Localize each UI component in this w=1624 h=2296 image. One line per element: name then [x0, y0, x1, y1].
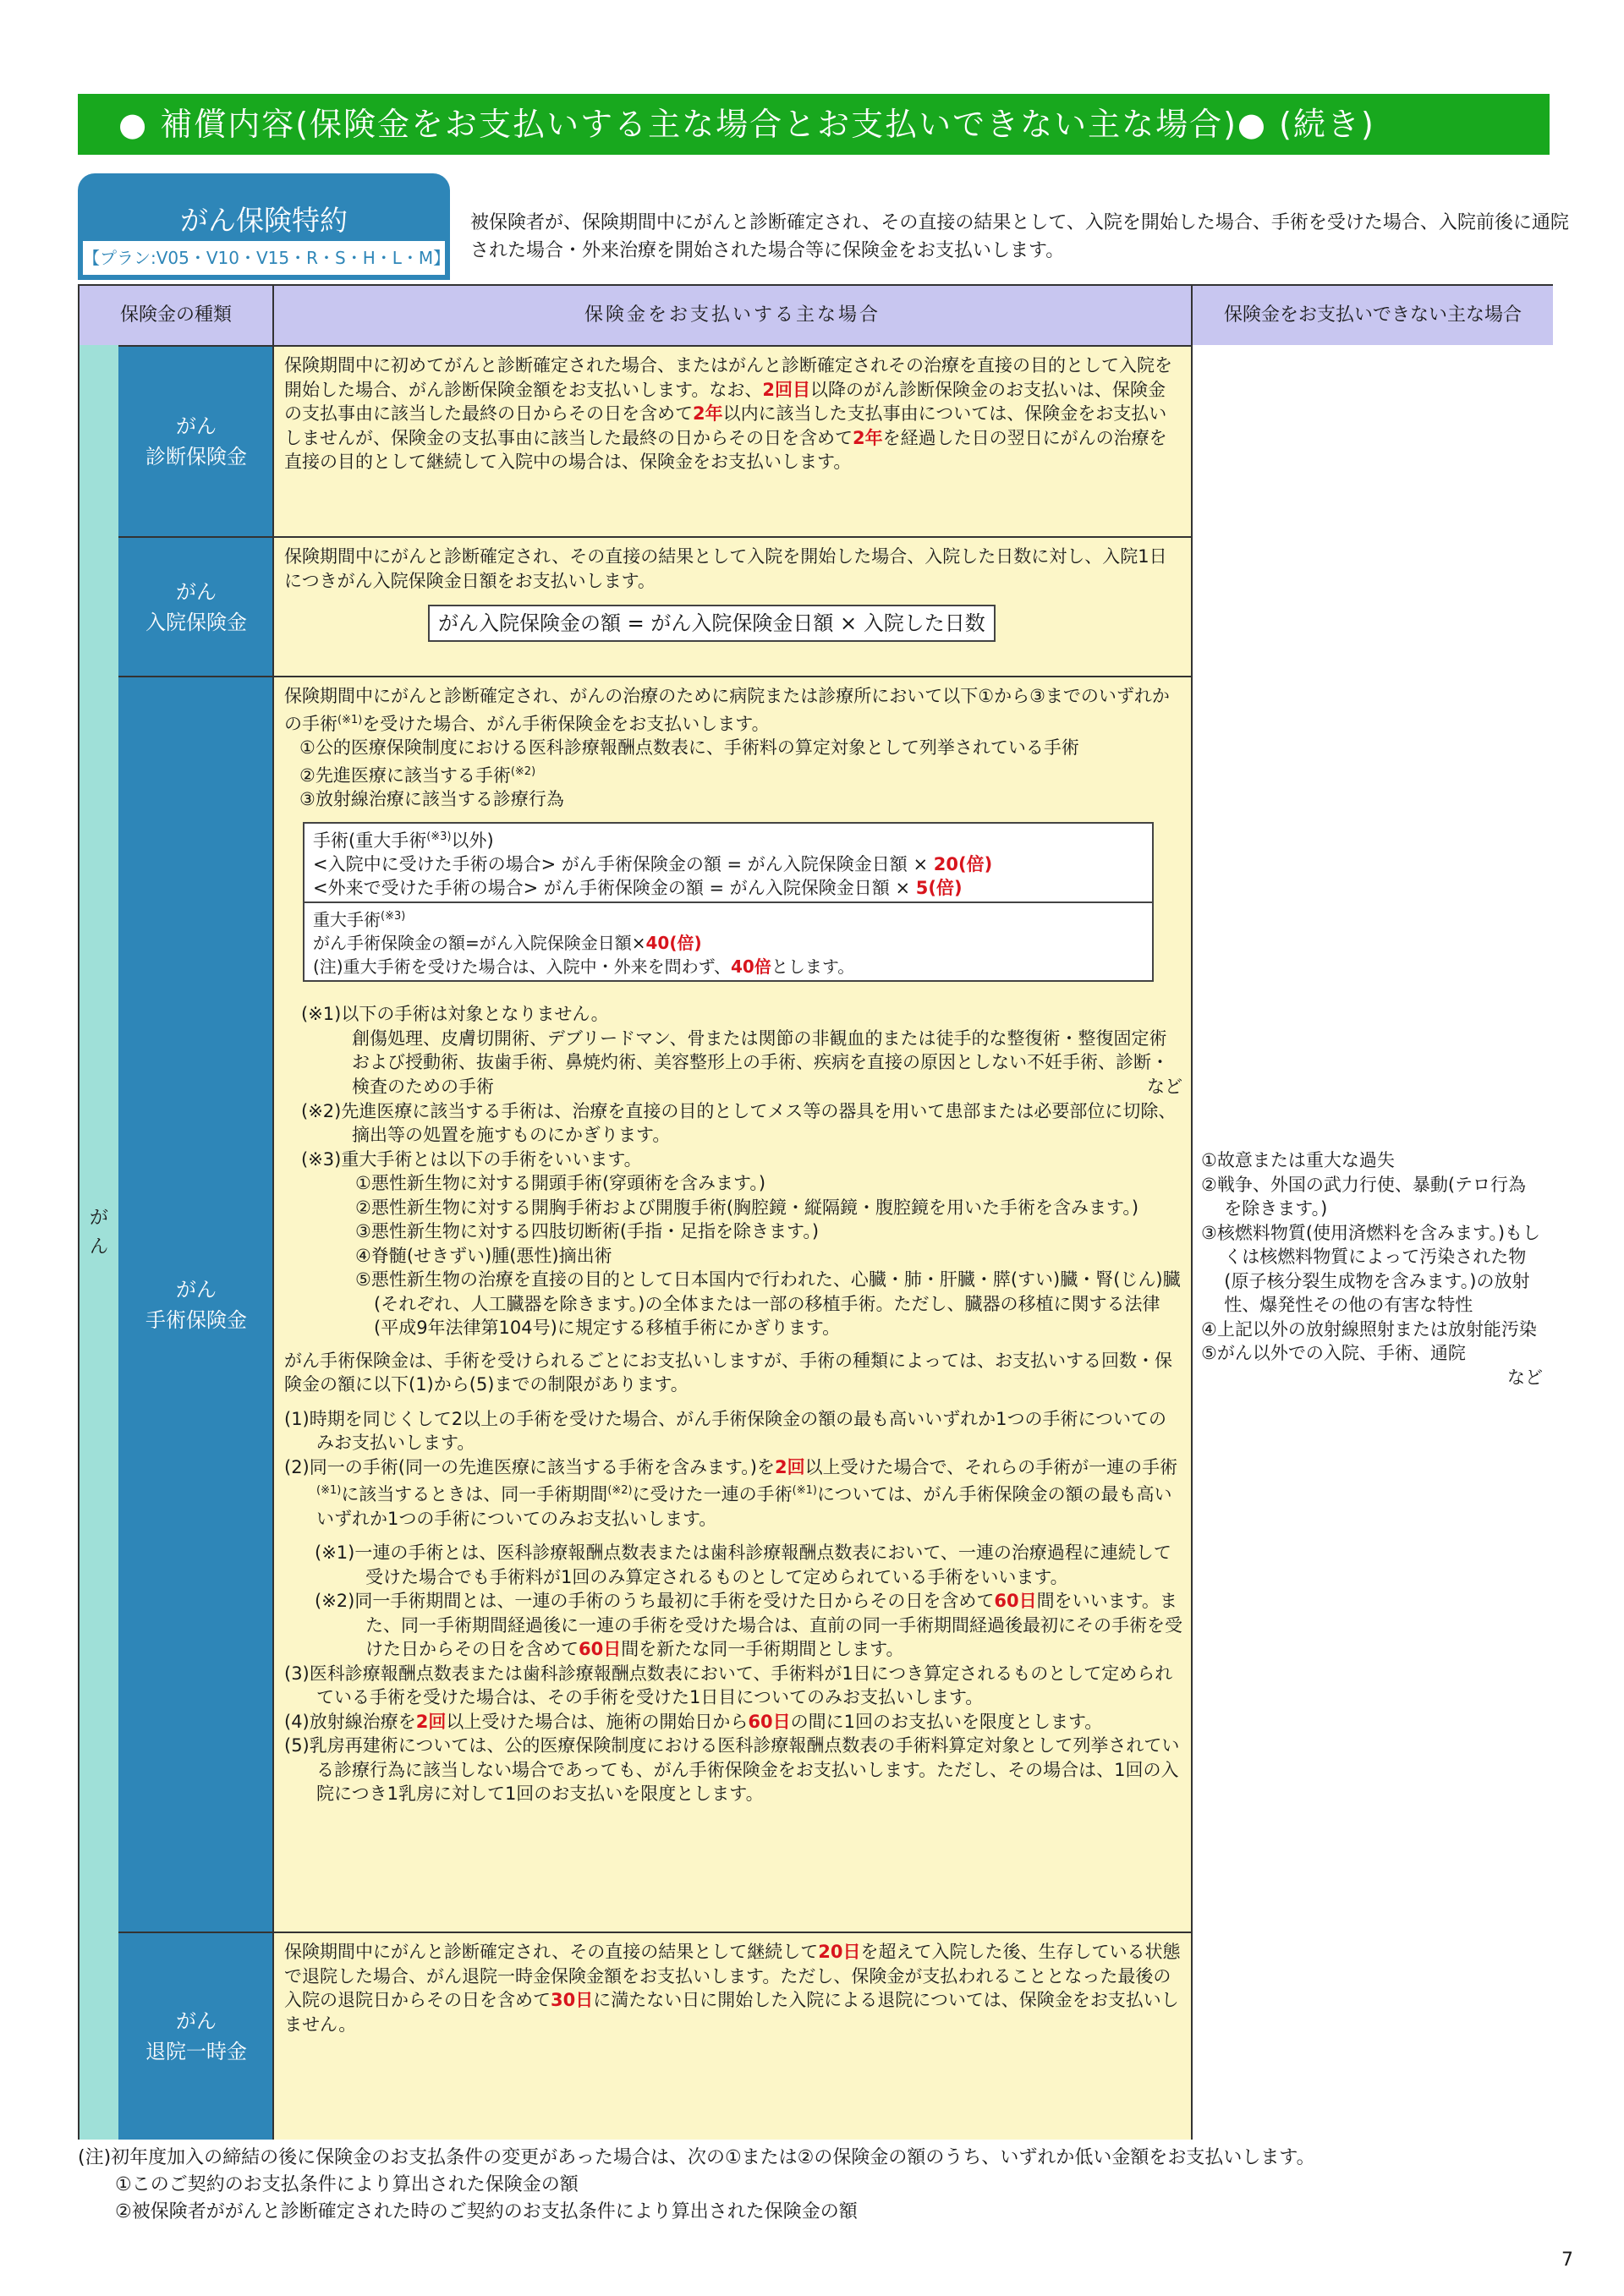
row-pay-surgery: 保険期間中にがんと診断確定され、がんの治療のために病院または診療所において以下①から③までのいずれかの手術$^{(※1)}$を受けた場合、がん手術保険金をお支払いします。 ①公的医療保険制度における医科診療報酬点数表に、手術料の算定対象として列挙されている手術 ②先進医療に該当する手術$^{(※2)}$ ③放射線治療に該当する診療行為 手術(重大手術$^{(※3)}$以外) <入院中に受けた手術の場合> がん手術保険金の額 = がん入院保険金日額 × 20(倍) <外来で受けた手術の場合> がん手術保険金の額 = がん入院保険金日額 × 5(倍) 重大手術$^{(※3)}$ がん手術保険金の額=がん入院保険金日額×40(倍) (注)重大手術を受けた場合は、入院中・外来を問わず、40倍とします。 (※1)以下の手術は対象となりません。 創傷処理、皮膚切開術、デブリードマン、骨または関節の非観血的または徒手的な整復術・整復固定術および授動術、抜歯手術、鼻焼灼術、美容整形上の手術、疾病を直接の原因としない不妊手術、診断・検査のための手術 など (※2)先進医療に該当する手術は、治療を直接の目的としてメス等の器具を用いて患部または必要部位に切除、摘出等の処置を施すものにかぎります。 (※3)重大手術とは以下の手術をいいます。 ①悪性新生物に対する開頭手術(穿頭術を含みます。) ②悪性新生物に対する開胸手術および開腹手術(胸腔鏡・縦隔鏡・腹腔鏡を用いた手術を含みます。) ③悪性新生物に対する四肢切断術(手指・足指を除きます。) ④脊髄(せきずい)腫(悪性)摘出術 ⑤悪性新生物の治療を直接の目的として日本国内で行われた、心臓・肺・肝臓・膵(すい)臓・腎(じん)臓(それぞれ、人工臓器を除きます。)の全体または一部の移植手術。ただし、臓器の移植に関する法律(平成9年法律第104号)に規定する移植手術にかぎります。 がん手術保険金は、手術を受けられるごとにお支払いしますが、手術の種類によっては、お支払いする回数・保険金の額に以下(1)から(5)までの制限があります。 (1)時期を同じくして2以上の手術を受けた場合、がん手術保険金の額の最も高いいずれか1つの手術についてのみお支払いします。 (2)同一の手術(同一の先進医療に該当する手術を含みます。)を2回以上受けた場合で、それらの手術が一連の手術$^{(※1)}$に該当するときは、同一手術期間$^{(※2)}$に受けた一連の手術$^{(※1)}$については、がん手術保険金の額の最も高いいずれか1つの手術についてのみお支払いします。 (※1)一連の手術とは、医科診療報酬点数表または歯科診療報酬点数表において、一連の治療過程に連続して受けた場合でも手術料が1回のみ算定されるものとして定められている手術をいいます。 (※2)同一手術期間とは、一連の手術のうち最初に手術を受けた日からその日を含めて60日間をいいます。また、同一手術期間経過後に一連の手術を受けた場合は、直前の同一手術期間経過後最初にその手術を受けた日からその日を含めて60日間を新たな同一手術期間とします。 (3)医科診療報酬点数表または歯科診療報酬点数表において、手術料が1日につき算定されるものとして定められている手術を受けた場合は、その手術を受けた1日目についてのみお支払いします。 (4)放射線治療を2回以上受けた場合は、施術の開始日から60日の間に1回のお支払いを限度とします。 (5)乳房再建術については、公的医療保険制度における医科診療報酬点数表の手術料算定対象として列挙されている診療行為に該当しない場合であっても、がん手術保険金をお支払いします。ただし、その場合は、1回の入院につき1乳房に対して1回のお支払いを限度とします。 — [274, 677, 1193, 1932]
footnote-1: (注)初年度加入の締結の後に保険金のお支払条件の変更があった場合は、次の①または②の保険金の額のうち、いずれか低い金額をお支払いします。 — [78, 2147, 1315, 2168]
exclusion-3: ③核燃料物質(使用済燃料を含みます。)もしくは核燃料物質によって汚染された物(原子核分裂生成物を含みます。)の放射性、爆発性その他の有害な特性 — [1201, 1222, 1541, 1315]
surgery-formula-box-2: 重大手術$^{(※3)}$ がん手術保険金の額=がん入院保険金日額×40(倍) (注)重大手術を受けた場合は、入院中・外来を問わず、40倍とします。 — [303, 903, 1154, 983]
row-name-diagnosis: がん 診断保険金 — [118, 347, 274, 536]
exclusion-1: ①故意または重大な過失 — [1201, 1150, 1395, 1170]
row-pay-diagnosis: 保険期間中に初めてがんと診断確定された場合、またはがんと診断確定されその治療を直接の目的として入院を開始した場合、がん診断保険金額をお支払いします。なお、2回目以降のがん診断保険金のお支払いは、保険金の支払事由に該当した最終の日からその日を含めて2年以内に該当した支払事由については、保険金をお支払いしませんが、保険金の支払事由に該当した最終の日からその日を含めて2年を経過した日の翌日にがんの治療を直接の目的として継続して入院中の場合は、保険金をお支払いします。 — [274, 347, 1193, 536]
rider-plans: 【プラン:V05・V10・V15・R・S・H・L・M】 — [83, 241, 445, 275]
footnote-3: ②被保険者ががんと診断確定された時のご契約のお支払条件により算出された保険金の額 — [115, 2201, 858, 2222]
exclusions-cell — [1193, 345, 1553, 2140]
rider-title: がん保険特約 — [180, 204, 348, 237]
footnotes — [78, 2145, 1550, 2226]
col-header-nopay: 保険金をお支払いできない主な場合 — [1193, 286, 1553, 345]
exclusion-2: ②戦争、外国の武力行使、暴動(テロ行為を除きます。) — [1201, 1174, 1527, 1219]
row-name-surgery: がん 手術保険金 — [118, 677, 274, 1932]
exclusion-4: ④上記以外の放射線照射または放射能汚染 — [1201, 1318, 1537, 1340]
col-header-pay: 保険金をお支払いする主な場合 — [274, 286, 1193, 345]
section-header: ● 補償内容(保険金をお支払いする主な場合とお支払いできない主な場合)● (続き) — [78, 94, 1550, 155]
sidebar-label-ga: が — [89, 1208, 108, 1229]
surgery-formula-box-1: 手術(重大手術$^{(※3)}$以外) <入院中に受けた手術の場合> がん手術保険金の額 = がん入院保険金日額 × 20(倍) <外来で受けた手術の場合> がん手術保険金の額 = がん入院保険金日額 × 5(倍) — [303, 822, 1154, 903]
footnote-2: ①このご契約のお支払条件により算出された保険金の額 — [115, 2174, 579, 2195]
sidebar-category — [80, 345, 118, 2140]
row-name-discharge: がん 退院一時金 — [118, 1933, 274, 2140]
col-header-type: 保険金の種類 — [80, 286, 274, 345]
rider-tab — [78, 173, 450, 280]
page-number: 7 — [1561, 2249, 1573, 2271]
hospital-formula: がん入院保険金の額 = がん入院保険金日額 × 入院した日数 — [428, 605, 996, 642]
coverage-table — [78, 284, 1553, 2140]
rider-intro: 被保険者が、保険期間中にがんと診断確定され、その直接の結果として、入院を開始した場合、手術を受けた場合、入院前後に通院された場合・外来治療を開始された場合等に保険金をお支払いします。 — [470, 212, 1569, 261]
exclusion-etc: など — [1507, 1367, 1543, 1388]
exclusion-5: ⑤がん以外での入院、手術、通院 — [1201, 1343, 1466, 1363]
row-name-hospital: がん 入院保険金 — [118, 538, 274, 676]
row-pay-discharge: 保険期間中にがんと診断確定され、その直接の結果として継続して20日を超えて入院した後、生存している状態で退院した場合、がん退院一時金保険金額をお支払いします。ただし、保険金が支払われることとなった最後の入院の退院日からその日を含めて30日に満たない日に開始した入院による退院については、保険金をお支払いしません。 — [274, 1933, 1193, 2140]
sidebar-label-n: ん — [89, 1236, 108, 1258]
row-pay-hospital: 保険期間中にがんと診断確定され、その直接の結果として入院を開始した場合、入院した日数に対し、入院1日につきがん入院保険金日額をお支払いします。 がん入院保険金の額 = がん入院保険金日額 × 入院した日数 — [274, 538, 1193, 676]
